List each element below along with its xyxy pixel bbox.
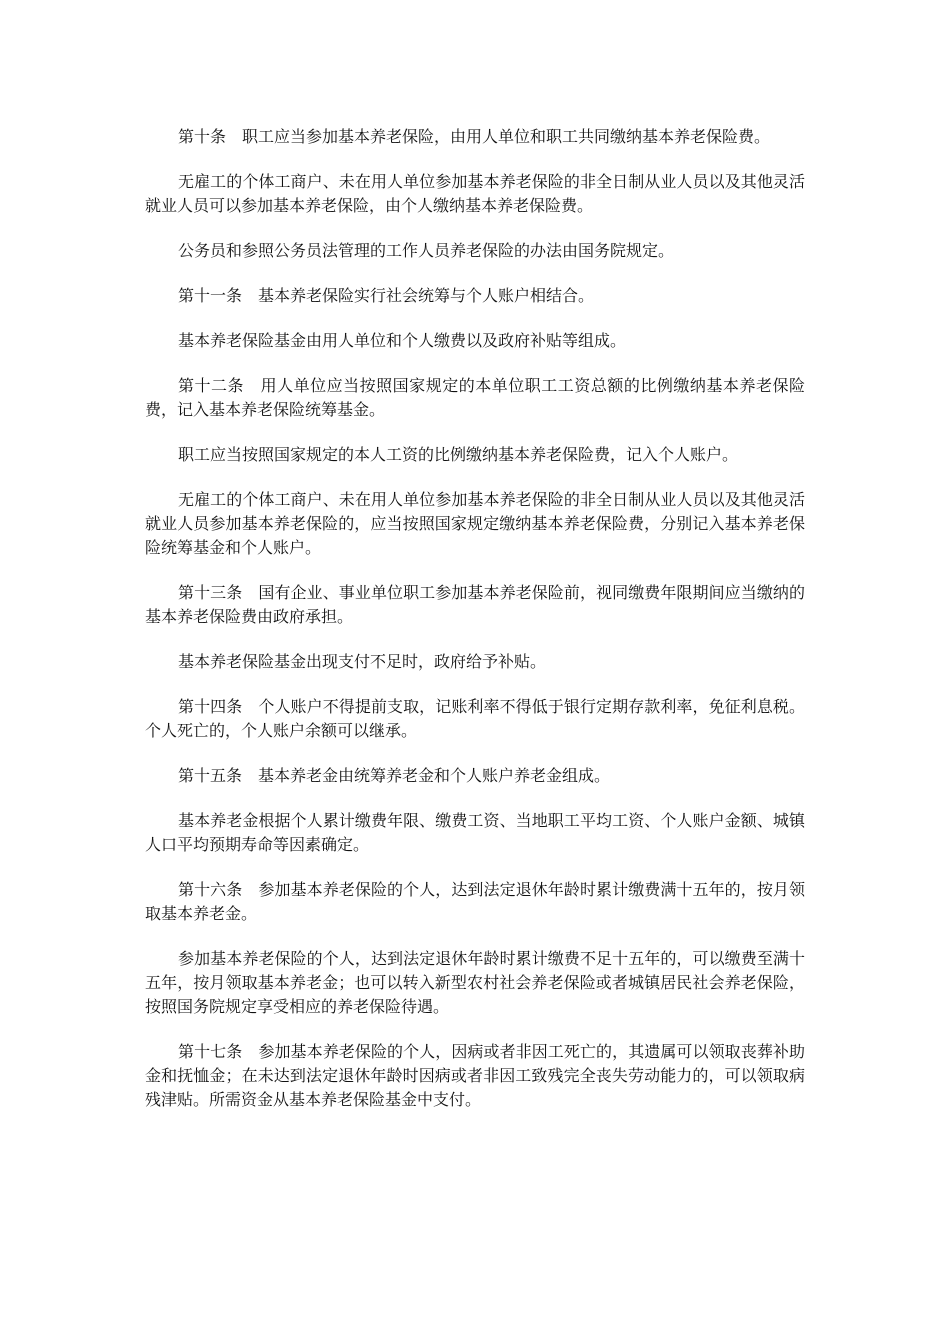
paragraph-article-14: 第十四条 个人账户不得提前支取，记账利率不得低于银行定期存款利率，免征利息税。个人死亡的，个人账户余额可以继承。 <box>145 697 805 740</box>
paragraph: 基本养老保险基金由用人单位和个人缴费以及政府补贴等组成。 <box>178 331 627 350</box>
paragraph: 无雇工的个体工商户、未在用人单位参加基本养老保险的非全日制从业人员以及其他灵活就业人员参加基本养老保险的，应当按照国家规定缴纳基本养老保险费，分别记入基本养老保险统筹基金和个人账户。 <box>145 490 805 557</box>
paragraph-article-16: 第十六条 参加基本养老保险的个人，达到法定退休年龄时累计缴费满十五年的，按月领取基本养老金。 <box>145 880 805 923</box>
paragraph: 无雇工的个体工商户、未在用人单位参加基本养老保险的非全日制从业人员以及其他灵活就业人员可以参加基本养老保险，由个人缴纳基本养老保险费。 <box>145 172 805 215</box>
paragraph-article-12: 第十二条 用人单位应当按照国家规定的本单位职工工资总额的比例缴纳基本养老保险费，记入基本养老保险统筹基金。 <box>145 376 805 419</box>
paragraph: 职工应当按照国家规定的本人工资的比例缴纳基本养老保险费，记入个人账户。 <box>178 445 739 464</box>
paragraph-article-13: 第十三条 国有企业、事业单位职工参加基本养老保险前，视同缴费年限期间应当缴纳的基本养老保险费由政府承担。 <box>145 583 805 626</box>
paragraph: 参加基本养老保险的个人，达到法定退休年龄时累计缴费不足十五年的，可以缴费至满十五年，按月领取基本养老金；也可以转入新型农村社会养老保险或者城镇居民社会养老保险，按照国务院规定享受相应的养老保险待遇。 <box>145 949 805 1016</box>
paragraph-article-10: 第十条 职工应当参加基本养老保险，由用人单位和职工共同缴纳基本养老保险费。 <box>178 127 771 146</box>
paragraph: 公务员和参照公务员法管理的工作人员养老保险的办法由国务院规定。 <box>178 241 675 260</box>
paragraph-article-17: 第十七条 参加基本养老保险的个人，因病或者非因工死亡的，其遗属可以领取丧葬补助金和抚恤金；在未达到法定退休年龄时因病或者非因工致残完全丧失劳动能力的，可以领取病残津贴。所需资金从基本养老保险基金中支付。 <box>145 1042 805 1109</box>
paragraph: 基本养老保险基金出现支付不足时，政府给予补贴。 <box>178 652 547 671</box>
paragraph-article-15: 第十五条 基本养老金由统筹养老金和个人账户养老金组成。 <box>178 766 611 785</box>
document-body <box>145 125 805 1133</box>
paragraph: 基本养老金根据个人累计缴费年限、缴费工资、当地职工平均工资、个人账户金额、城镇人口平均预期寿命等因素确定。 <box>145 811 805 854</box>
paragraph-article-11: 第十一条 基本养老保险实行社会统筹与个人账户相结合。 <box>178 286 595 305</box>
